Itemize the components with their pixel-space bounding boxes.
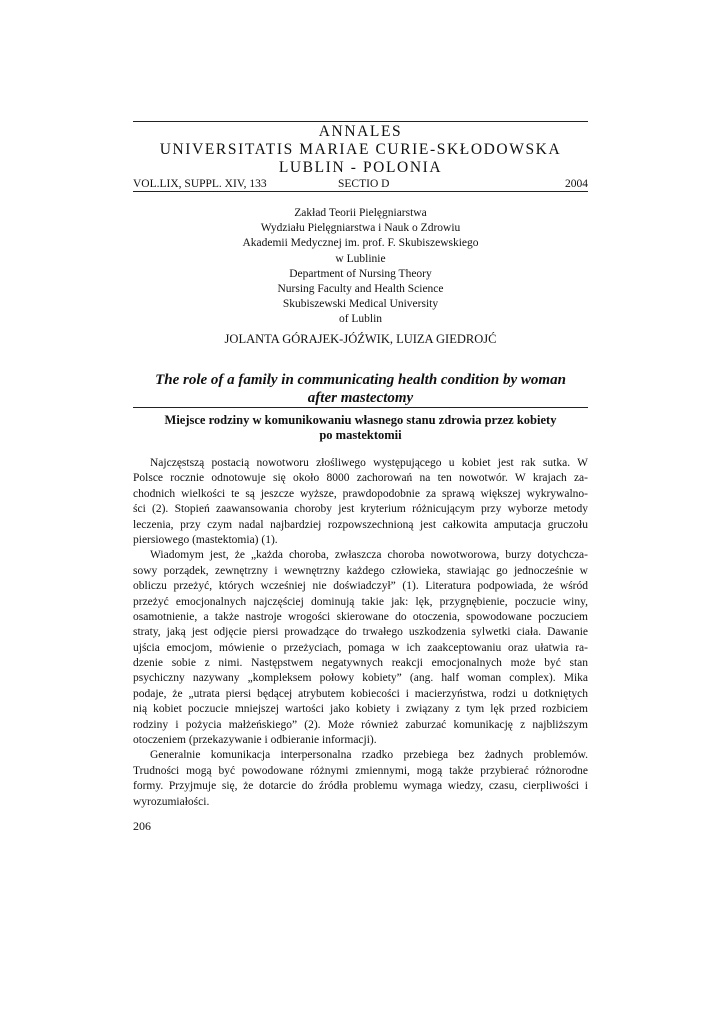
- affiliation-line: of Lublin: [338, 313, 383, 326]
- page-number: 206: [133, 819, 151, 833]
- body-line: psychiczny nazywany „kompleksem połowy kobiety” (ang. half woman complex). Mika: [133, 672, 588, 685]
- title-english: [133, 371, 588, 407]
- title-polish: [133, 413, 588, 443]
- affiliation-block: [133, 206, 588, 328]
- header-top-rule: [133, 121, 588, 122]
- body-line: piersiowego (mastektomia) (1).: [133, 533, 278, 546]
- year-info: 2004: [565, 178, 588, 190]
- journal-name-line1: ANNALES: [318, 123, 403, 140]
- article-body: [133, 456, 588, 810]
- affiliation-line: Wydziału Pielęgniarstwa i Nauk o Zdrowiu: [260, 222, 461, 235]
- body-line: wyrozumiałości.: [133, 795, 210, 808]
- affiliation-line: Zakład Teorii Pielęgniarstwa: [294, 207, 427, 219]
- title-english-line: after mastectomy: [307, 390, 414, 406]
- body-line: leczenia, przy czym nadal najbardziej rozpowszechnioną jest całkowita amputacja gruczołu: [133, 518, 588, 531]
- body-line: Wiadomym jest, że „każda choroba, zwłaszcza choroba nowotworowa, burzy dotychcza-: [150, 549, 588, 562]
- body-line: sowy porządek, zewnętrzny i wewnętrzny każdego człowieka, stawiając go jednocześnie w: [133, 564, 588, 577]
- body-line: Trudności mogą być powodowane różnymi zmiennymi, mogą także przybierać różnorodne: [133, 764, 588, 777]
- body-line: Polsce rocznie odnotowuje się około 8000 zachorowań na ten nowotwór. W krajach za-: [133, 472, 588, 485]
- title-polish-line: po mastektomii: [319, 428, 402, 442]
- section-info: SECTIO D: [338, 178, 390, 190]
- body-line: ści (2). Stopień zaawansowania choroby jest kryterium różnicującym przy wyborze metody: [133, 503, 588, 516]
- body-line: Generalnie komunikacja interpersonalna rzadko przebiega bez żadnych problemów.: [150, 749, 588, 762]
- affiliation-line: w Lublinie: [335, 252, 386, 265]
- title-polish-line: Miejsce rodziny w komunikowaniu własnego stanu zdrowia przez kobiety: [164, 413, 557, 427]
- body-line: nią kobiet poczucie mniejszej wartości jako kobiety i związany z tym lęk przed rozbiciem: [133, 703, 588, 716]
- body-line: podaje, że „utrata piersi będącej atrybutem kobiecości i macierzyństwa, rodzi u dotkniętych: [133, 687, 588, 700]
- title-english-line: The role of a family in communicating health condition by woman: [155, 372, 566, 388]
- body-line: straty, jaką jest odjęcie piersi prowadzące do trwałego uszkodzenia sylwetki ciała. Dawanie: [133, 626, 588, 639]
- affiliation-line: Akademii Medycznej im. prof. F. Skubiszewskiego: [242, 237, 479, 250]
- body-line: osamotnienie, a także nastroje wrogości skierowane do otoczenia, spowodowane poczuciem: [133, 610, 588, 623]
- body-line: rodziny i pożycia małżeńskiego” (2). Może również zaburzać komunikację z najbliższym: [133, 718, 588, 731]
- body-line: obliczu przeżyć, których wcześniej nie doświadczył” (1). Literatura podpowiada, że wśród: [133, 580, 588, 593]
- body-line: formy. Przyjmuje się, że dotarcie do źródła problemu wymaga wiedzy, czasu, cierpliwości i: [133, 780, 588, 793]
- body-line: ujścia emocjom, mówienie o przeżyciach, pomaga w ich zaakceptowaniu oraz ułatwia ra-: [133, 641, 588, 654]
- affiliation-line: Department of Nursing Theory: [289, 267, 432, 280]
- journal-place-line: LUBLIN - POLONIA: [278, 159, 443, 176]
- affiliation-line: Skubiszewski Medical University: [282, 298, 439, 311]
- journal-name-line2: UNIVERSITATIS MARIAE CURIE-SKŁODOWSKA: [159, 141, 562, 158]
- body-line: otoczeniem (przekazywanie i odbieranie informacji).: [133, 734, 377, 747]
- header-bottom-rule: [133, 191, 588, 192]
- body-line: chodnich wielkości te są jeszcze wyższe, prawdopodobnie za sprawą większej wykrywalno-: [133, 487, 588, 500]
- title-rule: [133, 407, 588, 408]
- body-line: przeżyć emocjonalnych najczęściej dominują takie jak: lęk, przygnębienie, poczucie winy,: [133, 595, 588, 608]
- volume-info: VOL.LIX, SUPPL. XIV, 133: [133, 178, 267, 190]
- body-line: dzenie sobie z nimi. Następstwem negatywnych reakcji emocjonalnych może być stan: [133, 657, 588, 670]
- affiliation-line: Nursing Faculty and Health Science: [277, 283, 444, 296]
- body-line: Najczęstszą postacią nowotworu złośliwego występującego u kobiet jest rak sutka. W: [150, 457, 588, 469]
- authors: JOLANTA GÓRAJEK-JÓŹWIK, LUIZA GIEDROJĆ: [224, 332, 497, 346]
